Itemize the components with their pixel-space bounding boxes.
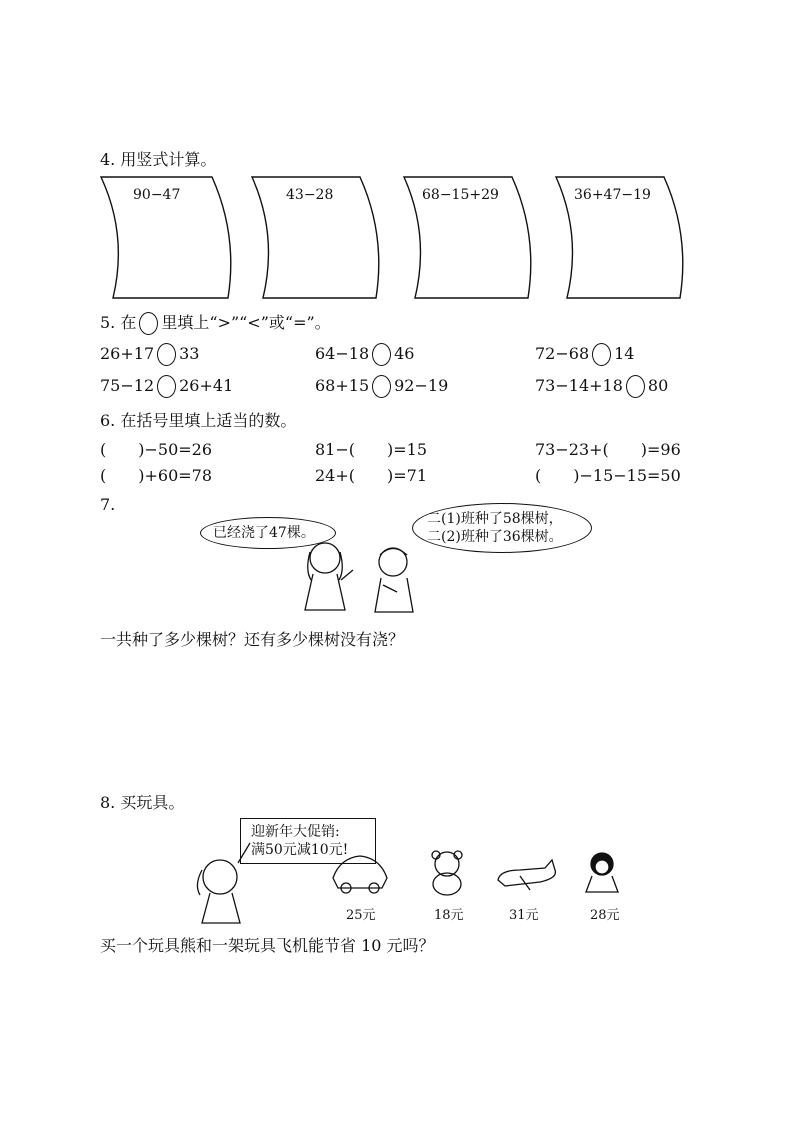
q8-title: 8. 买玩具。 — [100, 793, 185, 812]
toys-illustration — [330, 850, 630, 900]
compare-item: 64−18 46 — [315, 343, 414, 366]
fill-item: 73−23+( )=96 — [535, 440, 681, 459]
speech-bubble-left: 已经浇了47棵。 — [200, 517, 336, 549]
fill-item: 81−( )=15 — [315, 440, 428, 459]
speech-bubble-right: 二(1)班种了58棵树， 二(2)班种了36棵树。 — [412, 503, 592, 553]
compare-item: 26+17 33 — [100, 343, 199, 366]
q7-number: 7. — [100, 495, 116, 514]
q8-question: 买一个玩具熊和一架玩具飞机能节省 10 元吗？ — [100, 936, 435, 955]
problem-3: 68−15+29 — [422, 187, 499, 203]
q7-question: 一共种了多少棵树？还有多少棵树没有浇？ — [100, 630, 405, 649]
answer-circle[interactable] — [372, 343, 391, 366]
fill-item: ( )−15−15=50 — [535, 466, 681, 485]
problem-1: 90−47 — [133, 187, 181, 203]
promo-bubble: 迎新年大促销: 满50元减10元! — [240, 818, 376, 864]
doll-icon — [586, 853, 618, 892]
q6-title: 6. 在括号里填上适当的数。 — [100, 411, 297, 430]
price-bear: 18元 — [434, 908, 464, 923]
car-icon — [333, 856, 387, 893]
q4-title: 4. 用竖式计算。 — [100, 150, 217, 169]
bear-icon — [432, 851, 462, 895]
fill-item: ( )+60=78 — [100, 466, 213, 485]
price-car: 25元 — [346, 908, 376, 923]
girl-illustration — [190, 855, 250, 930]
compare-item: 68+15 92−19 — [315, 375, 448, 398]
q4-answer-boxes — [0, 0, 800, 400]
compare-item: 73−14+18 80 — [535, 375, 668, 398]
q5-title-prefix: 5. 在 — [100, 313, 137, 332]
problem-4: 36+47−19 — [574, 187, 651, 203]
plane-icon — [498, 860, 555, 890]
price-doll: 28元 — [590, 908, 620, 923]
answer-circle[interactable] — [626, 375, 645, 398]
fill-item: ( )−50=26 — [100, 440, 213, 459]
compare-item: 75−12 26+41 — [100, 375, 233, 398]
answer-circle[interactable] — [592, 343, 611, 366]
answer-circle[interactable] — [157, 375, 176, 398]
answer-circle[interactable] — [372, 375, 391, 398]
answer-circle[interactable] — [157, 343, 176, 366]
q5-title-suffix: 里填上“>”“<”或“=”。 — [161, 313, 331, 332]
fill-item: 24+( )=71 — [315, 466, 428, 485]
circle-icon — [139, 312, 158, 335]
problem-2: 43−28 — [286, 187, 334, 203]
children-illustration — [295, 540, 425, 620]
compare-item: 72−68 14 — [535, 343, 634, 366]
price-plane: 31元 — [509, 908, 539, 923]
q5-title — [100, 310, 331, 335]
